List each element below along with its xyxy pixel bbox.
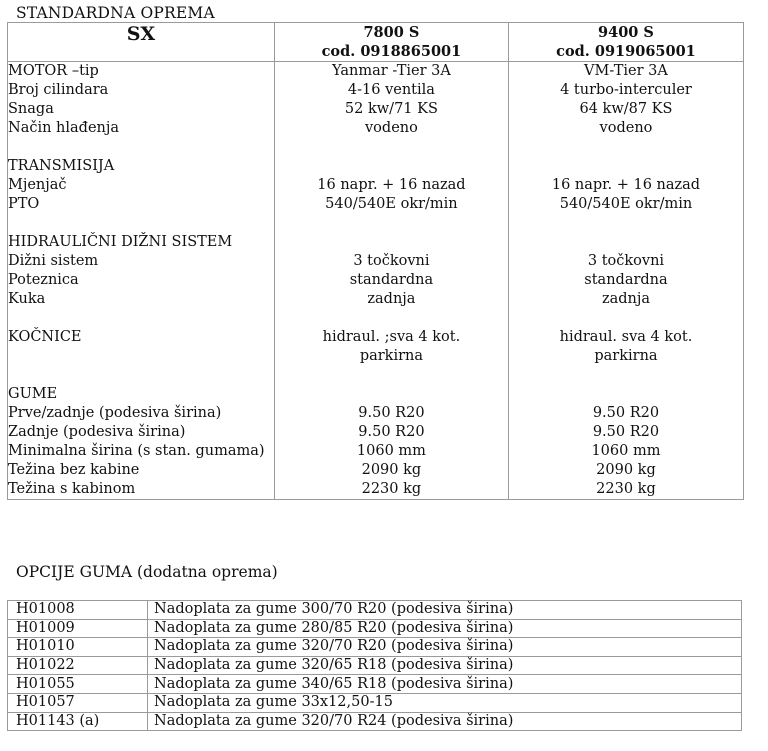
spec-label: Broj cilindara bbox=[8, 81, 275, 100]
spec-value: 3 točkovni bbox=[274, 252, 508, 271]
spec-row bbox=[8, 81, 744, 100]
model-variant-name: 9400 S bbox=[598, 24, 654, 41]
spec-label: Mjenjač bbox=[8, 176, 275, 195]
spec-label: Kuka bbox=[8, 290, 275, 309]
model-variant-code: cod. 0918865001 bbox=[321, 43, 462, 60]
spec-label: MOTOR –tip bbox=[8, 62, 275, 82]
option-description: Nadoplata za gume 33x12,50-15 bbox=[148, 693, 742, 712]
option-code: H01009 bbox=[8, 619, 148, 638]
options-title: OPCIJE GUMA (dodatna oprema) bbox=[16, 563, 278, 581]
spec-value: zadnja bbox=[274, 290, 508, 309]
spec-value: vodeno bbox=[508, 119, 743, 138]
spec-value: hidraul. ;sva 4 kot. bbox=[274, 328, 508, 347]
spec-value: 1060 mm bbox=[274, 442, 508, 461]
spec-label: Težina bez kabine bbox=[8, 461, 275, 480]
spacer-row bbox=[8, 366, 744, 385]
spec-label: HIDRAULIČNI DIŽNI SISTEM bbox=[8, 233, 275, 252]
spec-value bbox=[508, 366, 743, 385]
spec-body bbox=[8, 62, 744, 500]
spec-label: Zadnje (podesiva širina) bbox=[8, 423, 275, 442]
spec-value: 9.50 R20 bbox=[274, 423, 508, 442]
option-row bbox=[8, 638, 742, 657]
spec-value: 64 kw/87 KS bbox=[508, 100, 743, 119]
spec-value: vodeno bbox=[274, 119, 508, 138]
model-variant-name: 7800 S bbox=[363, 24, 420, 41]
spec-table bbox=[7, 22, 744, 500]
spec-value: 3 točkovni bbox=[508, 252, 743, 271]
spec-value: 52 kw/71 KS bbox=[274, 100, 508, 119]
spec-value bbox=[274, 233, 508, 252]
spec-value: Yanmar -Tier 3A bbox=[274, 62, 508, 82]
spec-value bbox=[508, 138, 743, 157]
spec-value bbox=[508, 233, 743, 252]
tire-options-table bbox=[7, 600, 742, 731]
spec-label bbox=[8, 309, 275, 328]
spec-value: 9.50 R20 bbox=[508, 423, 743, 442]
spec-value: 9.50 R20 bbox=[508, 404, 743, 423]
spec-label bbox=[8, 347, 275, 366]
spec-row bbox=[8, 176, 744, 195]
spec-label: Prve/zadnje (podesiva širina) bbox=[8, 404, 275, 423]
spec-label: Snaga bbox=[8, 100, 275, 119]
spec-value: 2090 kg bbox=[508, 461, 743, 480]
spec-row bbox=[8, 62, 744, 82]
spec-value bbox=[508, 385, 743, 404]
option-row bbox=[8, 601, 742, 620]
option-code: H01008 bbox=[8, 601, 148, 620]
spec-label: Poteznica bbox=[8, 271, 275, 290]
model-column-header bbox=[508, 23, 743, 62]
model-variant-code: cod. 0919065001 bbox=[556, 43, 696, 60]
spec-label: Težina s kabinom bbox=[8, 480, 275, 500]
spec-value: 2090 kg bbox=[274, 461, 508, 480]
spec-row bbox=[8, 100, 744, 119]
option-row bbox=[8, 619, 742, 638]
spec-row bbox=[8, 119, 744, 138]
option-code: H01057 bbox=[8, 693, 148, 712]
spec-value: zadnja bbox=[508, 290, 743, 309]
spec-value bbox=[274, 385, 508, 404]
option-row bbox=[8, 675, 742, 694]
spec-row bbox=[8, 423, 744, 442]
spec-value bbox=[274, 214, 508, 233]
spec-label: PTO bbox=[8, 195, 275, 214]
spec-value: parkirna bbox=[274, 347, 508, 366]
spec-value bbox=[274, 157, 508, 176]
spacer-row bbox=[8, 214, 744, 233]
spec-label bbox=[8, 366, 275, 385]
option-code: H01143 (a) bbox=[8, 712, 148, 731]
spec-label bbox=[8, 138, 275, 157]
spec-value: parkirna bbox=[508, 347, 743, 366]
spec-value: 540/540E okr/min bbox=[508, 195, 743, 214]
model-column-header bbox=[274, 23, 508, 62]
spec-label: GUME bbox=[8, 385, 275, 404]
spec-value: 540/540E okr/min bbox=[274, 195, 508, 214]
option-description: Nadoplata za gume 340/65 R18 (podesiva širina) bbox=[148, 675, 742, 694]
spec-value: 1060 mm bbox=[508, 442, 743, 461]
tire-options-body bbox=[8, 601, 742, 731]
spec-row bbox=[8, 271, 744, 290]
spec-header-row bbox=[8, 23, 744, 62]
spec-label: KOČNICE bbox=[8, 328, 275, 347]
spec-value: 4 turbo-interculer bbox=[508, 81, 743, 100]
spec-value bbox=[274, 366, 508, 385]
spec-row bbox=[8, 404, 744, 423]
spacer-row bbox=[8, 138, 744, 157]
option-row bbox=[8, 656, 742, 675]
option-description: Nadoplata za gume 320/70 R24 (podesiva širina) bbox=[148, 712, 742, 731]
spec-row bbox=[8, 461, 744, 480]
page-title: STANDARDNA OPREMA bbox=[16, 4, 215, 22]
spec-row bbox=[8, 290, 744, 309]
spec-value bbox=[508, 214, 743, 233]
spec-label: Način hlađenja bbox=[8, 119, 275, 138]
spec-row bbox=[8, 157, 744, 176]
option-description: Nadoplata za gume 320/70 R20 (podesiva širina) bbox=[148, 638, 742, 657]
option-code: H01010 bbox=[8, 638, 148, 657]
option-code: H01022 bbox=[8, 656, 148, 675]
spec-row bbox=[8, 252, 744, 271]
spec-row bbox=[8, 328, 744, 347]
spec-row bbox=[8, 480, 744, 500]
option-code: H01055 bbox=[8, 675, 148, 694]
option-description: Nadoplata za gume 280/85 R20 (podesiva širina) bbox=[148, 619, 742, 638]
spec-row bbox=[8, 442, 744, 461]
spec-label: Dižni sistem bbox=[8, 252, 275, 271]
spec-value bbox=[274, 309, 508, 328]
spec-value: standardna bbox=[274, 271, 508, 290]
spec-value bbox=[508, 309, 743, 328]
option-row bbox=[8, 712, 742, 731]
spec-value bbox=[274, 138, 508, 157]
spacer-row bbox=[8, 309, 744, 328]
option-description: Nadoplata za gume 300/70 R20 (podesiva širina) bbox=[148, 601, 742, 620]
option-row bbox=[8, 693, 742, 712]
spec-label: TRANSMISIJA bbox=[8, 157, 275, 176]
spec-value: 2230 kg bbox=[508, 480, 743, 500]
spec-value: 9.50 R20 bbox=[274, 404, 508, 423]
spec-value: 2230 kg bbox=[274, 480, 508, 500]
spec-value: hidraul. sva 4 kot. bbox=[508, 328, 743, 347]
model-name: SX bbox=[8, 23, 275, 62]
spec-label: Minimalna širina (s stan. gumama) bbox=[8, 442, 275, 461]
spec-row bbox=[8, 195, 744, 214]
option-description: Nadoplata za gume 320/65 R18 (podesiva širina) bbox=[148, 656, 742, 675]
spec-value: VM-Tier 3A bbox=[508, 62, 743, 82]
spec-value: standardna bbox=[508, 271, 743, 290]
spec-value bbox=[508, 157, 743, 176]
spec-row bbox=[8, 347, 744, 366]
spec-value: 16 napr. + 16 nazad bbox=[274, 176, 508, 195]
spec-row bbox=[8, 233, 744, 252]
spec-label bbox=[8, 214, 275, 233]
spec-row bbox=[8, 385, 744, 404]
spec-value: 4-16 ventila bbox=[274, 81, 508, 100]
spec-value: 16 napr. + 16 nazad bbox=[508, 176, 743, 195]
